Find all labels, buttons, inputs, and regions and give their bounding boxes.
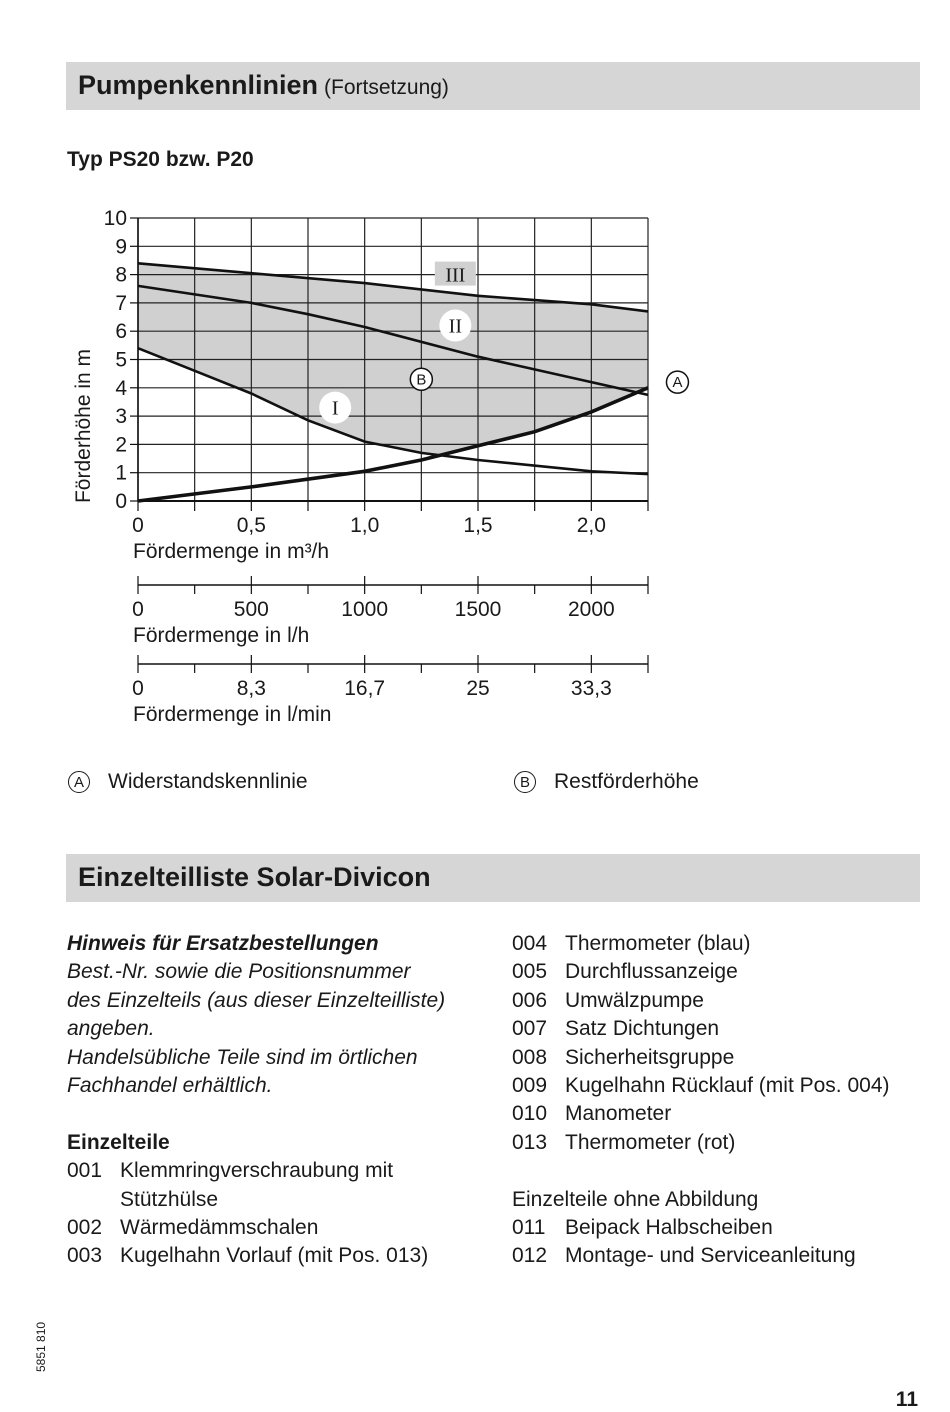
x-tick-label: 0,5 — [236, 514, 266, 537]
x-tick-label: 16,7 — [344, 677, 386, 700]
section-header-einzelteilliste — [66, 854, 920, 902]
y-tick-label: 8 — [115, 263, 127, 287]
x-tick-label: 2000 — [567, 598, 615, 621]
curve-marker-label: II — [448, 315, 462, 338]
parts-item-text: Durchflussanzeige — [565, 960, 738, 984]
x-tick-label: 33,3 — [570, 677, 612, 700]
curve-marker-label: B — [416, 371, 427, 389]
parts-item-text: Beipack Halbscheiben — [565, 1216, 773, 1240]
parts-item — [512, 1100, 890, 1128]
y-tick-label: 9 — [115, 235, 127, 259]
x-tick-label: 0 — [132, 514, 144, 537]
parts-item-text: Thermometer (blau) — [565, 932, 751, 955]
y-tick-label: 2 — [115, 433, 127, 457]
y-tick-label: 7 — [115, 291, 127, 315]
chart-heading: Typ PS20 bzw. P20 — [67, 148, 254, 171]
operating-range-area — [138, 263, 648, 454]
parts-item-number: 005 — [512, 960, 548, 984]
legend-a — [68, 770, 308, 794]
parts-item — [67, 1214, 445, 1242]
parts-heading: Einzelteile — [67, 1130, 170, 1154]
legend-a-text: Widerstandskennlinie — [108, 770, 308, 793]
parts-item-number: 009 — [512, 1074, 548, 1098]
legend-b-symbol: B — [514, 771, 536, 793]
hint-line: angeben. — [67, 1017, 155, 1041]
y-tick-label: 5 — [115, 348, 127, 372]
parts-item-text: Kugelhahn Rücklauf (mit Pos. 004) — [565, 1074, 890, 1098]
parts-item-text: Manometer — [565, 1102, 672, 1126]
parts-item-text: Wärmedämmschalen — [120, 1216, 319, 1240]
parts-item-text: Satz Dichtungen — [565, 1017, 720, 1041]
y-tick-label: 4 — [115, 376, 127, 400]
parts-item-number: 010 — [512, 1102, 548, 1126]
parts-item — [512, 1214, 890, 1242]
parts-item-text: Klemmringverschraubung mit — [120, 1159, 394, 1183]
x-tick-label: 0 — [132, 598, 144, 621]
parts-item — [512, 987, 890, 1015]
x-tick-label: 8,3 — [236, 677, 266, 700]
legend-b — [514, 770, 699, 794]
y-tick-label: 1 — [115, 461, 127, 485]
y-tick-label: 3 — [115, 405, 127, 429]
parts-item-number: 008 — [512, 1045, 548, 1069]
parts-item-number: 004 — [512, 932, 548, 955]
x-tick-label: 25 — [466, 677, 490, 700]
title-subtitle: (Fortsetzung) — [324, 76, 449, 99]
parts-item-text: Sicherheitsgruppe — [565, 1045, 735, 1069]
x-axis-label: Fördermenge in m³/h — [133, 540, 330, 563]
x-tick-label: 1,0 — [350, 514, 380, 537]
curve-marker-label: I — [331, 397, 339, 420]
y-tick-label: 10 — [103, 207, 127, 230]
parts-item — [512, 1072, 890, 1100]
parts-item-continuation: Stützhülse — [120, 1187, 219, 1211]
right-column — [512, 930, 890, 1271]
parts-item-number: 007 — [512, 1017, 548, 1041]
x-axis-label: Fördermenge in l/min — [133, 703, 332, 726]
hint-line: des Einzelteils (aus dieser Einzelteilliste) — [67, 988, 446, 1012]
parts-item — [512, 1129, 890, 1157]
parts-item — [512, 1015, 890, 1043]
document-number: 5851 810 — [34, 1321, 48, 1372]
section2-title: Einzelteilliste Solar-Divicon — [78, 862, 431, 892]
parts-item-text: Umwälzpumpe — [565, 988, 704, 1012]
legend-b-text: Restförderhöhe — [554, 770, 699, 793]
parts-item — [512, 1044, 890, 1072]
x-tick-label: 1500 — [454, 598, 502, 621]
curve-marker-label: III — [445, 264, 466, 287]
hint-line: Handelsübliche Teile sind im örtlichen — [67, 1045, 418, 1069]
parts-item-number: 001 — [67, 1159, 103, 1183]
parts-item-number: 013 — [512, 1130, 548, 1154]
x-tick-label: 2,0 — [576, 514, 606, 537]
y-axis-label: Förderhöhe in m — [72, 348, 95, 504]
x-tick-label: 1000 — [341, 598, 389, 621]
title-text: Pumpenkennlinien — [78, 70, 319, 100]
hint-title: Hinweis für Ersatzbestellungen — [67, 932, 379, 955]
page-number: 11 — [895, 1388, 918, 1411]
legend-a-symbol: A — [68, 771, 90, 793]
x-axis-label: Fördermenge in l/h — [133, 624, 310, 647]
x-tick-label: 1,5 — [463, 514, 493, 537]
x-tick-label: 500 — [233, 598, 269, 621]
parts-item-number: 006 — [512, 988, 548, 1012]
parts-item-number: 011 — [512, 1216, 546, 1240]
left-column — [67, 930, 445, 1271]
hint-line: Best.-Nr. sowie die Positionsnummer — [67, 960, 411, 984]
parts-item-text: Montage- und Serviceanleitung — [565, 1244, 856, 1268]
parts-item-number: 003 — [67, 1244, 103, 1268]
parts-item — [512, 958, 890, 986]
parts-item-number: 012 — [512, 1244, 548, 1268]
parts-item-text: Kugelhahn Vorlauf (mit Pos. 013) — [120, 1244, 429, 1268]
y-tick-label: 6 — [115, 320, 127, 344]
parts-item — [512, 930, 890, 958]
parts-item-text: Thermometer (rot) — [565, 1130, 736, 1154]
no-image-heading: Einzelteile ohne Abbildung — [512, 1187, 759, 1211]
x-tick-label: 0 — [132, 677, 144, 700]
hint-line: Fachhandel erhältlich. — [67, 1074, 273, 1098]
curve-marker-label: A — [672, 374, 683, 392]
parts-item-number: 002 — [67, 1216, 103, 1240]
parts-item — [67, 1157, 445, 1185]
y-tick-label: 0 — [115, 490, 127, 513]
parts-item — [67, 1242, 445, 1270]
parts-item — [512, 1242, 890, 1270]
